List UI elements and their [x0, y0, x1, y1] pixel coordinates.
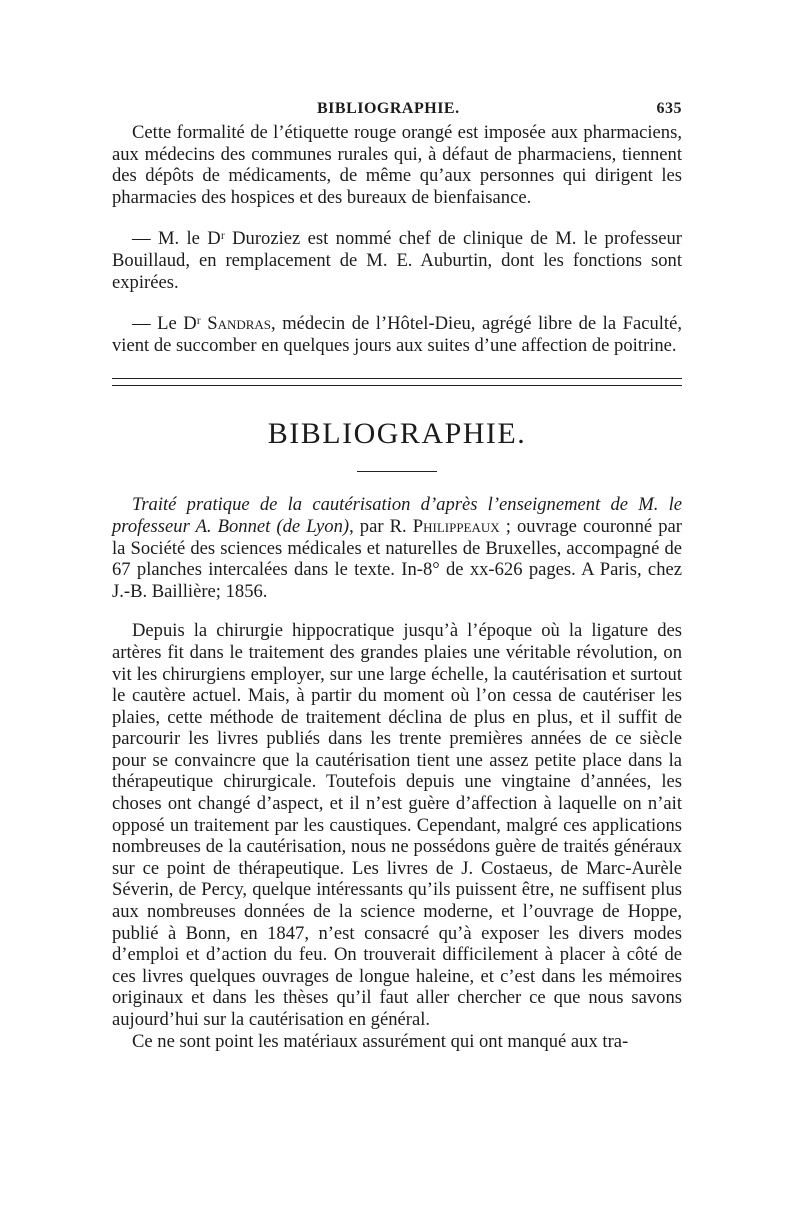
review-paragraph-2: Ce ne sont point les matériaux assurément qui ont manqué aux tra- [132, 1030, 629, 1052]
sandras-prefix: — Le Dʳ [132, 313, 208, 335]
sandras-text: , médecin de l’Hôtel-Dieu, agrégé libre de la Faculté, vient de succomber en quelques jours aux suites d’une affection de poitrine. [112, 313, 682, 356]
entry-by: , par R. [349, 515, 413, 537]
title-underline [357, 471, 437, 472]
news-paragraph-sandras [112, 313, 682, 356]
bibliography-entry [112, 494, 682, 602]
sandras-name: Sandras [207, 313, 272, 335]
page [112, 96, 682, 1052]
section-title: BIBLIOGRAPHIE. [267, 417, 527, 451]
news-paragraph-label-notice: Cette formalité de l’étiquette rouge orangé est imposée aux pharmaciens, aux médecins des communes rurales qui, à défaut de pharmaciens, tiennent des dépôts de médicaments, de même qu’aux personnes qui dirigent les pharmacies des hospices et des bureaux de bienfaisance. [112, 122, 682, 208]
review-paragraph-1: Depuis la chirurgie hippocratique jusqu’à l’époque où la ligature des artères fit dans le traitement des grandes plaies une véritable révolution, on vit les chirurgiens employer, sur une large échelle, la cautérisation et surtout le cautère actuel. Mais, à partir du moment où l’on cessa de cautériser les plaies, cette méthode de traitement déclina de plus en plus, et il suffit de parcourir les livres publiés dans les trente premières années de ce siècle pour se convaincre que la cautérisation tient une assez petite place dans la thérapeutique chirurgicale. Toutefois depuis une vingtaine d’années, les choses ont changé d’aspect, et il n’est guère d’affection à laquelle on n’ait opposé un traitement par les caustiques. Cependant, malgré ces applications nombreuses de la cautérisation, nous ne possédons guère de traités généraux sur ce point de thérapeutique. Les livres de J. Costaeus, de Marc-Aurèle Séverin, de Percy, quelque intéressants qu’ils puissent être, ne suffisent plus aux nombreuses données de la science moderne, et l’ouvrage de Hoppe, publié à Bonn, en 1847, n’est consacré qu’à exposer les divers modes d’emploi et d’action du feu. On trouverait difficilement à placer à côté de ces livres quelques ouvrages de longue haleine, et c’est dans les mémoires originaux et dans les thèses qu’il faut aller chercher ce que nous savons aujourd’hui sur la cautérisation en général. [112, 620, 682, 1030]
running-head [112, 96, 682, 122]
page-number: 635 [656, 100, 682, 117]
entry-details: ; ouvrage couronné par la Société des sciences médicales et naturelles de Bruxelles, accompagné de 67 planches intercalées dans le texte. In-8° de xx-626 pages. A Paris, chez J.-B. Baillière; 1856. [112, 515, 682, 602]
news-paragraph-duroziez: — M. le Dʳ Duroziez est nommé chef de clinique de M. le professeur Bouillaud, en remplacement de M. E. Auburtin, dont les fonctions sont expirées. [112, 228, 682, 293]
running-head-title: BIBLIOGRAPHIE. [317, 100, 460, 117]
entry-author: Philippeaux [412, 515, 500, 537]
book-title: Traité pratique de la cautérisation d’après l’enseignement de M. le professeur A. Bonnet (de Lyon) [112, 494, 682, 537]
section-divider [112, 378, 682, 386]
